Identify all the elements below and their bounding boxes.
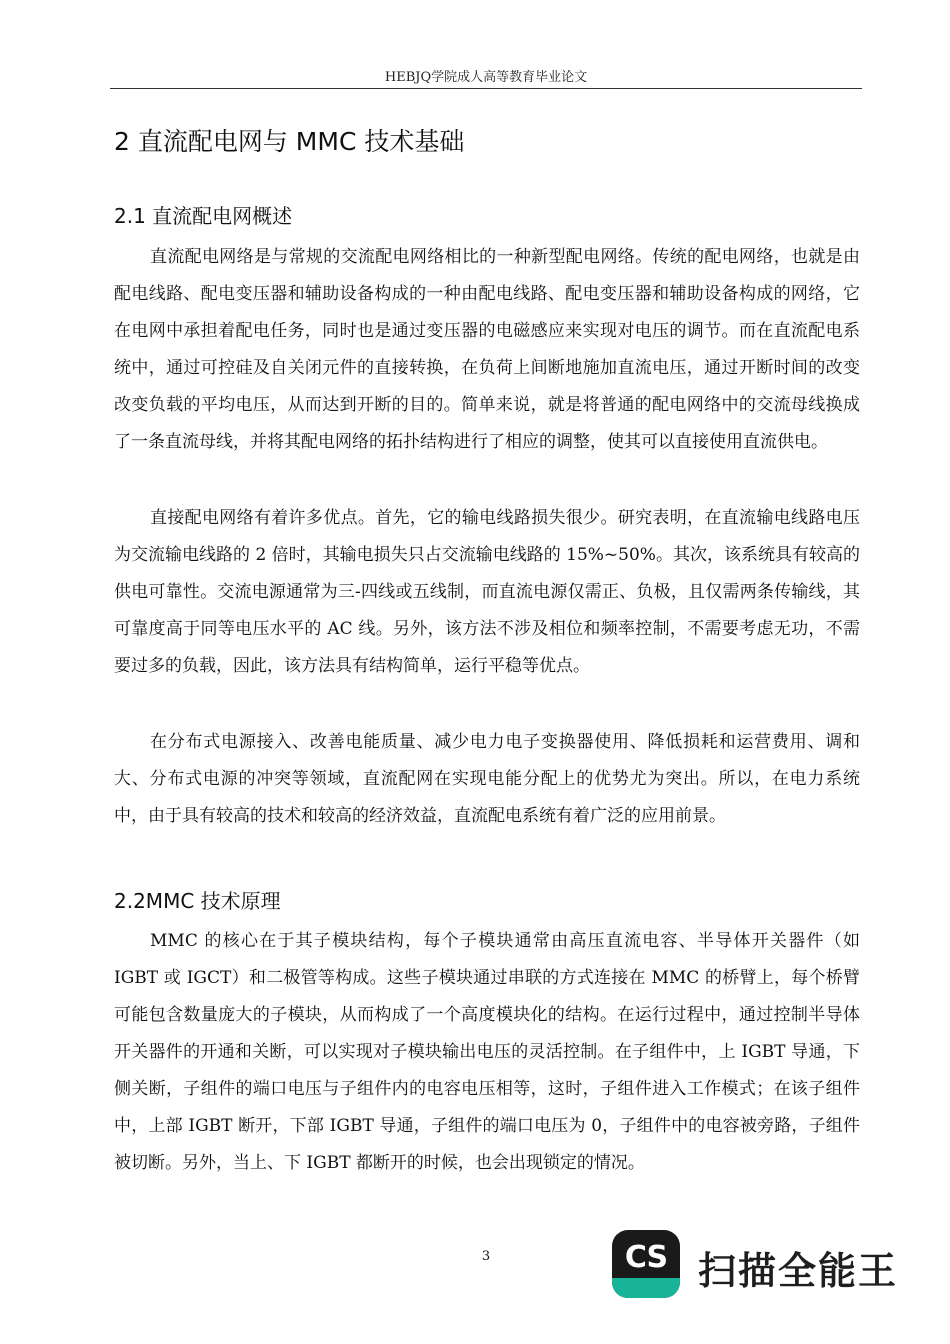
camscanner-watermark: [612, 1230, 912, 1298]
paragraph: 直流配电网络是与常规的交流配电网络相比的一种新型配电网络。传统的配电网络，也就是由配电线路、配电变压器和辅助设备构成的一种由配电线路、配电变压器和辅助设备构成的网络，它在电网中承担着配电任务，同时也是通过变压器的电磁感应来实现对电压的调节。而在直流配电系统中，通过可控硅及自关闭元件的直接转换，在负荷上间断地施加直流电压，通过开断时间的改变改变负载的平均电压，从而达到开断的目的。简单来说，就是将普通的配电网络中的交流母线换成了一条直流母线，并将其配电网络的拓扑结构进行了相应的调整，使其可以直接使用直流供电。: [114, 247, 860, 452]
paragraph: 直接配电网络有着许多优点。首先，它的输电线路损失很少。研究表明，在直流输电线路电压为交流输电线路的 2 倍时，其输电损失只占交流输电线路的 15%~50%。其次，该系统具有较高的供电可靠性。交流电源通常为三-四线或五线制，而直流电源仅需正、负极，且仅需两条传输线，其可靠度高于同等电压水平的 AC 线。另外，该方法不涉及相位和频率控制，不需要考虑无功，不需要过多的负载，因此，该方法具有结构简单，运行平稳等优点。: [114, 508, 860, 676]
paragraph: 在分布式电源接入、改善电能质量、减少电力电子变换器使用、降低损耗和运营费用、调和大、分布式电源的冲突等领域，直流配网在实现电能分配上的优势尤为突出。所以，在电力系统中，由于具有较高的技术和较高的经济效益，直流配电系统有着广泛的应用前景。: [114, 732, 860, 826]
watermark-text: 扫描全能王: [698, 1249, 899, 1293]
page-number: 3: [481, 1249, 491, 1264]
paragraph: MMC 的核心在于其子模块结构，每个子模块通常由高压直流电容、半导体开关器件（如 IGBT 或 IGCT）和二极管等构成。这些子模块通过串联的方式连接在 MMC 的桥臂上，每个桥臂可能包含数量庞大的子模块，从而构成了一个高度模块化的结构。在运行过程中，通过控制半导体开关器件的开通和关断，可以实现对子模块输出电压的灵活控制。在子组件中，上 IGBT 导通，下侧关断，子组件的端口电压与子组件内的电容电压相等，这时，子组件进入工作模式；在该子组件中，上部 IGBT 断开，下部 IGBT 导通，子组件的端口电压为 0，子组件中的电容被旁路，子组件被切断。另外，当上、下 IGBT 都断开的时候，也会出现锁定的情况。: [114, 931, 860, 1173]
section-title-2-2: 2.2MMC 技术原理: [114, 889, 281, 913]
section-title-2-1: 2.1 直流配电网概述: [114, 204, 293, 228]
page-header: HEBJQ学院成人高等教育毕业论文: [384, 70, 588, 85]
chapter-title: 2 直流配电网与 MMC 技术基础: [114, 127, 465, 156]
camscanner-logo-icon: [612, 1230, 680, 1298]
logo-text: CS: [624, 1240, 668, 1275]
header-rule: [110, 88, 862, 89]
